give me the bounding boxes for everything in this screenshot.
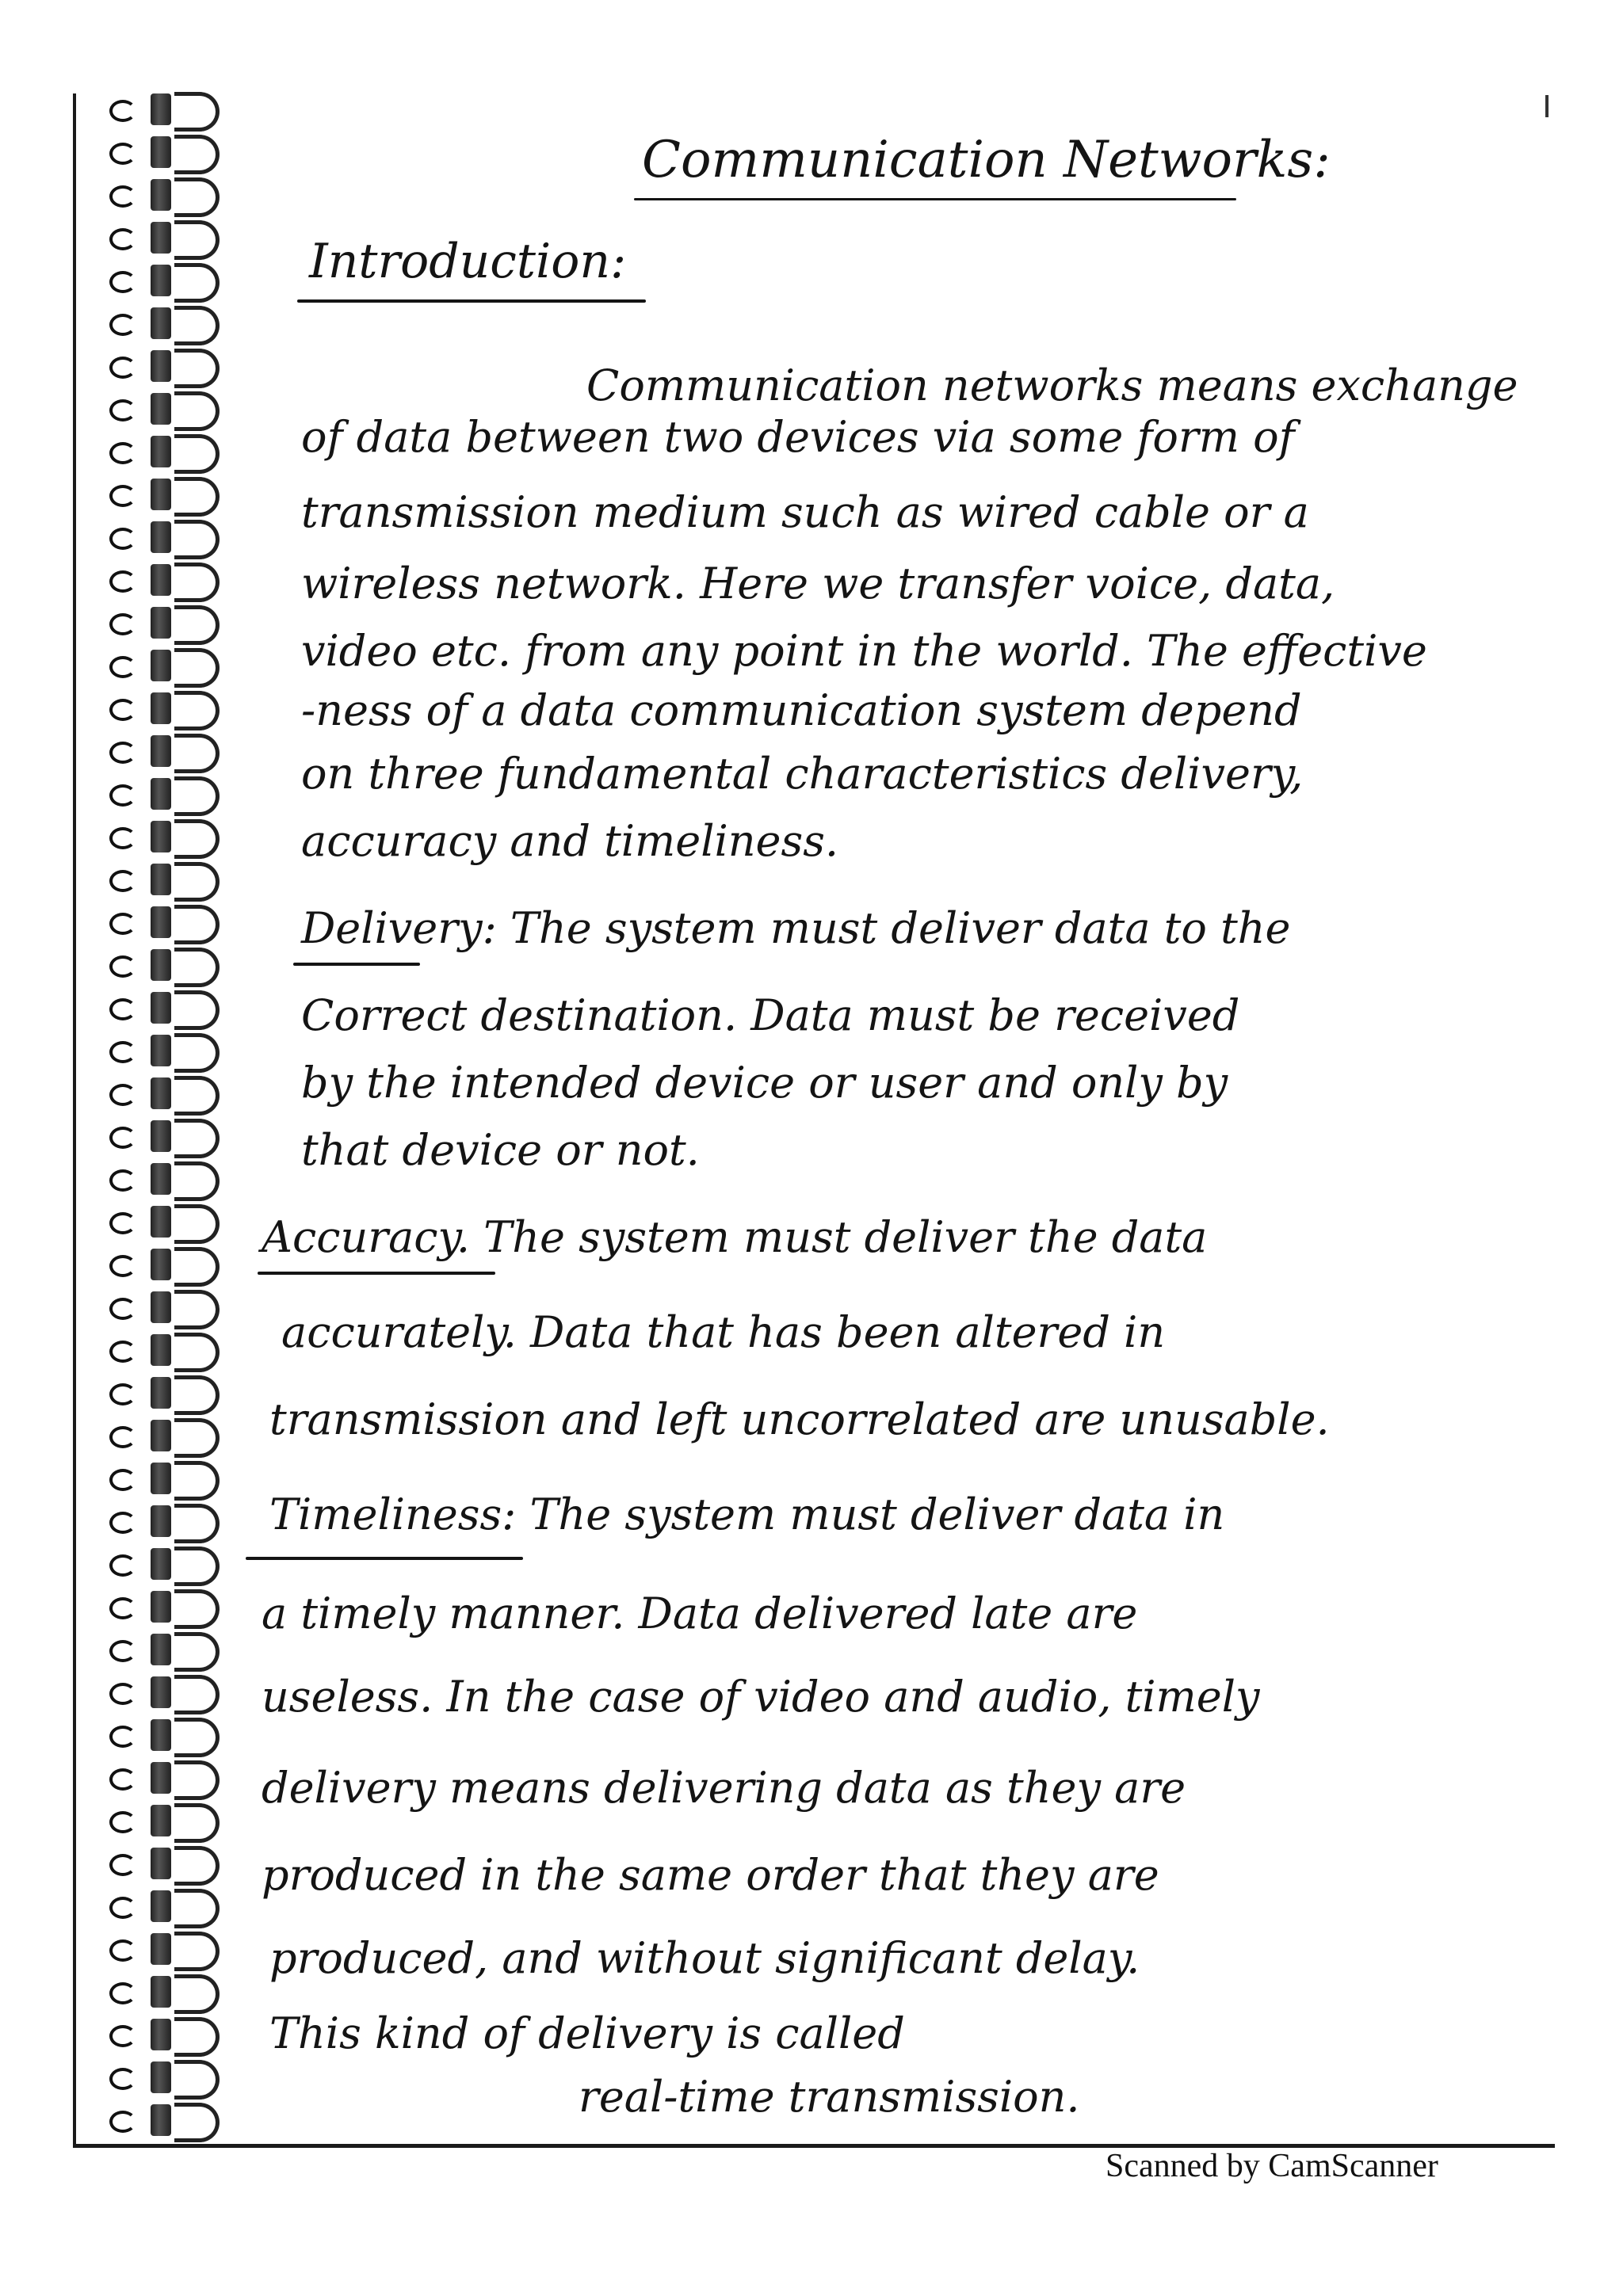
binding-ring — [95, 857, 246, 898]
binding-ring — [95, 173, 246, 214]
binding-ring — [95, 344, 246, 385]
text-line: -ness of a data communication system depend — [301, 685, 1302, 735]
binding-ring — [95, 1499, 246, 1540]
binding-ring — [95, 729, 246, 770]
text-line: delivery means delivering data as they are — [262, 1763, 1186, 1813]
text-line: a timely manner. Data delivered late are — [262, 1589, 1138, 1638]
text-line: video etc. from any point in the world. The effective — [301, 626, 1427, 676]
binding-ring — [95, 258, 246, 299]
binding-ring — [95, 1884, 246, 1925]
text-line: transmission medium such as wired cable or a — [301, 487, 1309, 537]
binding-ring — [95, 900, 246, 941]
delivery-underline — [293, 963, 420, 966]
binding-ring — [95, 643, 246, 685]
page-title: Communication Networks: — [642, 131, 1331, 189]
binding-ring — [95, 1071, 246, 1112]
binding-ring — [95, 1199, 246, 1241]
binding-ring — [95, 1028, 246, 1070]
text-line: real-time transmission. — [579, 2072, 1080, 2122]
timeliness-paragraph: Timeliness: The system must deliver data in — [269, 1489, 1225, 1539]
binding-ring — [95, 1542, 246, 1583]
text-line: produced in the same order that they are — [262, 1850, 1159, 1900]
title-underline — [634, 198, 1236, 200]
section-heading: Introduction: — [309, 234, 627, 289]
binding-ring — [95, 1841, 246, 1882]
binding-ring — [95, 1413, 246, 1455]
binding-ring — [95, 2055, 246, 2096]
binding-ring — [95, 2012, 246, 2054]
text-line: Communication networks means exchange — [586, 360, 1518, 410]
binding-ring — [95, 814, 246, 856]
heading-underline — [297, 299, 646, 303]
text-line: This kind of delivery is called — [269, 2008, 905, 2058]
text-line: that device or not. — [301, 1125, 700, 1175]
binding-ring — [95, 1713, 246, 1754]
binding-ring — [95, 1157, 246, 1198]
binding-ring — [95, 986, 246, 1027]
binding-ring — [95, 1970, 246, 2011]
text-line: wireless network. Here we transfer voice, data, — [301, 559, 1335, 608]
binding-ring — [95, 601, 246, 642]
binding-ring — [95, 1798, 246, 1840]
binding-ring — [95, 301, 246, 342]
binding-ring — [95, 429, 246, 471]
spiral-binding — [95, 87, 254, 2147]
text-line: Correct destination. Data must be received — [301, 990, 1240, 1040]
binding-ring — [95, 1585, 246, 1626]
binding-ring — [95, 387, 246, 428]
binding-ring — [95, 130, 246, 171]
text-line: accuracy and timeliness. — [301, 816, 839, 866]
text-line: accurately. Data that has been altered in — [281, 1307, 1166, 1357]
binding-ring — [95, 515, 246, 556]
binding-ring — [95, 1371, 246, 1412]
binding-ring — [95, 1756, 246, 1797]
binding-ring — [95, 1627, 246, 1669]
margin-rule — [73, 93, 76, 2145]
binding-ring — [95, 1328, 246, 1369]
page-number-mark — [1545, 95, 1549, 117]
binding-ring — [95, 87, 246, 128]
text-line: produced, and without significant delay. — [269, 1933, 1140, 1983]
binding-ring — [95, 1242, 246, 1283]
text-line: by the intended device or user and only by — [301, 1058, 1228, 1108]
text-line: of data between two devices via some form of — [301, 412, 1295, 462]
binding-ring — [95, 1670, 246, 1711]
binding-ring — [95, 1114, 246, 1155]
binding-ring — [95, 472, 246, 513]
binding-ring — [95, 1927, 246, 1968]
text-line: on three fundamental characteristics delivery, — [301, 749, 1304, 799]
binding-ring — [95, 943, 246, 984]
accuracy-paragraph: Accuracy. The system must deliver the data — [262, 1212, 1208, 1262]
binding-ring — [95, 686, 246, 727]
timeliness-underline — [246, 1557, 523, 1560]
binding-ring — [95, 1456, 246, 1497]
binding-ring — [95, 215, 246, 257]
binding-ring — [95, 558, 246, 599]
accuracy-underline — [258, 1272, 495, 1275]
text-line: transmission and left uncorrelated are unusable. — [269, 1394, 1330, 1444]
text-line: useless. In the case of video and audio, timely — [262, 1672, 1260, 1722]
delivery-paragraph: Delivery: The system must deliver data to the — [301, 903, 1291, 953]
binding-ring — [95, 772, 246, 813]
binding-ring — [95, 2098, 246, 2139]
binding-ring — [95, 1285, 246, 1326]
scanner-watermark: Scanned by CamScanner — [1106, 2148, 1438, 2184]
